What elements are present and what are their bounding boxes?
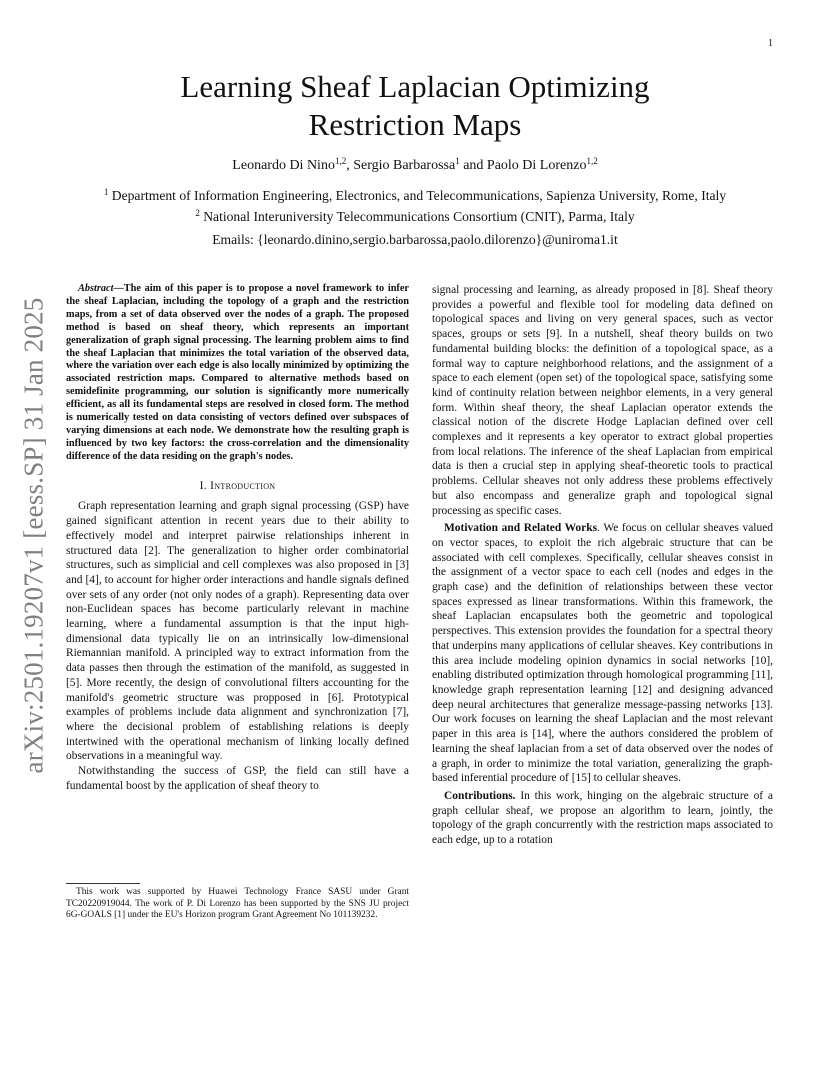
- affiliation-marker: 2: [195, 208, 200, 218]
- funding-footnote: This work was supported by Huawei Technology France SASU under Grant TC20220919044. The work of P. Di Lorenzo has been supported by the SNS JU project 6G-GOALS [1] under the EU's Horizon program Grant Agreement No 101139232.: [66, 887, 409, 921]
- introduction-paragraph-1: Graph representation learning and graph signal processing (GSP) have gained significant attention in recent years due to their ability to effectively model and interpret pairwise relationships inherent in structured data [2]. The generalization to higher order combinatorial structures, such as simplicial and cell complexes was also proposed in [3] and [4], to account for higher order interactions and handle signals defined over sets of any order (not only nodes of a graph). Representing data over non-Euclidean spaces has become particularly relevant in machine learning, where a fundamental assumption is that the input high-dimensional data typically lie on an intrinsically low-dimensional Riemannian manifold. A principled way to extract information from the data passes then through the estimation of the manifold, as suggested in [5]. More recently, the design of convolutional filters accounting for the manifold's geometric structure was propposed in [6]. Prototypical examples of problems include data alignment and synchronization [7], where the decisional problem of establishing relations is deeply intertwined with the operational mechanism of linking locally defined observations in a meaningful way.: [66, 500, 409, 763]
- author-name: Leonardo Di Nino: [232, 158, 335, 173]
- affiliation-1: [60, 187, 770, 205]
- paper-title: [80, 68, 750, 144]
- abstract-label: Abstract: [78, 283, 114, 294]
- paper-title-line-2: Restriction Maps: [308, 107, 522, 142]
- page-number: 1: [768, 38, 773, 49]
- section-heading-introduction: I. Introduction: [199, 478, 276, 492]
- author-emails: Emails: {leonardo.dinino,sergio.barbarossa,paolo.dilorenzo}@uniroma1.it: [212, 232, 618, 247]
- author-affiliation-marker: 1,2: [334, 156, 347, 166]
- introduction-paragraph-2: Notwithstanding the success of GSP, the field can still have a fundamental boost by the application of sheaf theory to: [66, 765, 409, 792]
- author-separator: and: [459, 158, 487, 173]
- affiliation-text: Department of Information Engineering, Electronics, and Telecommunications, Sapienza University, Rome, Italy: [111, 188, 727, 203]
- paper-title-line-1: Learning Sheaf Laplacian Optimizing: [180, 69, 650, 104]
- motivation-text: . We focus on cellular sheaves valued on vector spaces, to exploit the rich algebraic structure that can be associated with cell complexes. Specifically, cellular sheaves consist in the assignment of a vector space to each cell (nodes and edges in the graph case) and the definition of relationships between these vector spaces expressed as linear transformations. Within this framework, the sheaf Laplacian encapsulates both the geometric and topological perspectives. This extension provides the foundation for a spectral theory that underpins many applications of cellular sheaves. Key contributions in this area include modeling opinion dynamics in social networks [10], enabling distributed optimization through homological programming [11], knowledge graph representation learning [12] and designing advanced deep neural architectures that generalize message-passing networks [13]. Our work focuses on learning the sheaf Laplacian and the most relevant paper in this area is [14], where the authors considered the problem of learning the sheaf laplacian from a set of data observed over the nodes of a graph, in order to minimize the total variation, generalizing the graph-based inferential procedure of [15] to cellular sheaves.: [432, 522, 773, 785]
- author-name: Paolo Di Lorenzo: [486, 158, 587, 173]
- left-column: [66, 283, 409, 793]
- author-affiliation-marker: 1: [455, 156, 460, 166]
- run-in-heading-motivation: Motivation and Related Works: [444, 522, 598, 535]
- affiliation-2: [60, 208, 770, 226]
- author-separator: ,: [346, 158, 354, 173]
- arxiv-identifier-text: arXiv:2501.19207v1 [eess.SP] 31 Jan 2025: [18, 297, 49, 773]
- abstract-text: —The aim of this paper is to propose a novel framework to infer the sheaf Laplacian, including the topology of a graph and the restriction maps, from a set of data observed over the nodes of a graph. The proposed method is based on sheaf theory, which represents an important generalization of graph signal processing. The learning problem aims to find the sheaf Laplacian that minimizes the total variation of the observed data, where the variation over each edge is also locally minimized by optimizing the associated restriction maps. Compared to alternative methods based on semidefinite programming, our solution is significantly more numerically efficient, as all its fundamental steps are resolved in closed form. The method is numerically tested on data consisting of vectors defined over subspaces of varying dimensions at each node. We demonstrate how the resulting graph is influenced by two key factors: the cross-correlation and the dimensionality difference of the data residing on the graph's nodes.: [66, 283, 409, 462]
- footnote-divider: [66, 883, 140, 884]
- body-paragraph-sheaf-theory: signal processing and learning, as already proposed in [8]. Sheaf theory provides a powerful and flexible tool for modeling data defined on topological spaces and living on very general spaces, such as vector spaces, groups or sets [9]. In a nutshell, sheaf theory builds on two fundamental building blocks: the definition of a topological space, as a formal way to capture neighborhood relations, and the assignment of a space to each element (open set) of the topological space, satisfying some kind of continuity relation between neighbor elements, in a very general form. Within sheaf theory, the sheaf Laplacian operator extends the classical notion of the discrete Hodge Laplacian defined over cell complexes and it represents a key operator to extract global properties from local relations. The inference of the sheaf Laplacian from empirical data is then a crucial step in applying sheaf-theoretic tools to practical problems. Cellular sheaves not only address these problems effectively but also encompass and generalize graph and topological signal processing as specific cases.: [432, 284, 773, 517]
- run-in-heading-contributions: Contributions.: [444, 789, 516, 802]
- affiliation-marker: 1: [103, 187, 109, 197]
- affiliation-text: National Interuniversity Telecommunications Consortium (CNIT), Parma, Italy: [203, 209, 635, 224]
- right-column: [432, 283, 773, 848]
- arxiv-identifier-stamp: [14, 290, 54, 780]
- author-list: [80, 157, 750, 175]
- abstract: [66, 283, 409, 464]
- body-paragraph-contributions: [432, 789, 773, 848]
- body-paragraph-motivation: [432, 521, 773, 786]
- contributions-text: In this work, hinging on the algebraic structure of a graph cellular sheaf, we propose an algorithm to learn, jointly, the topology of the graph concurrently with the restriction maps associated to each edge, up to a rotation: [432, 789, 773, 847]
- author-name: Sergio Barbarossa: [353, 158, 456, 173]
- author-affiliation-marker: 1,2: [586, 156, 598, 166]
